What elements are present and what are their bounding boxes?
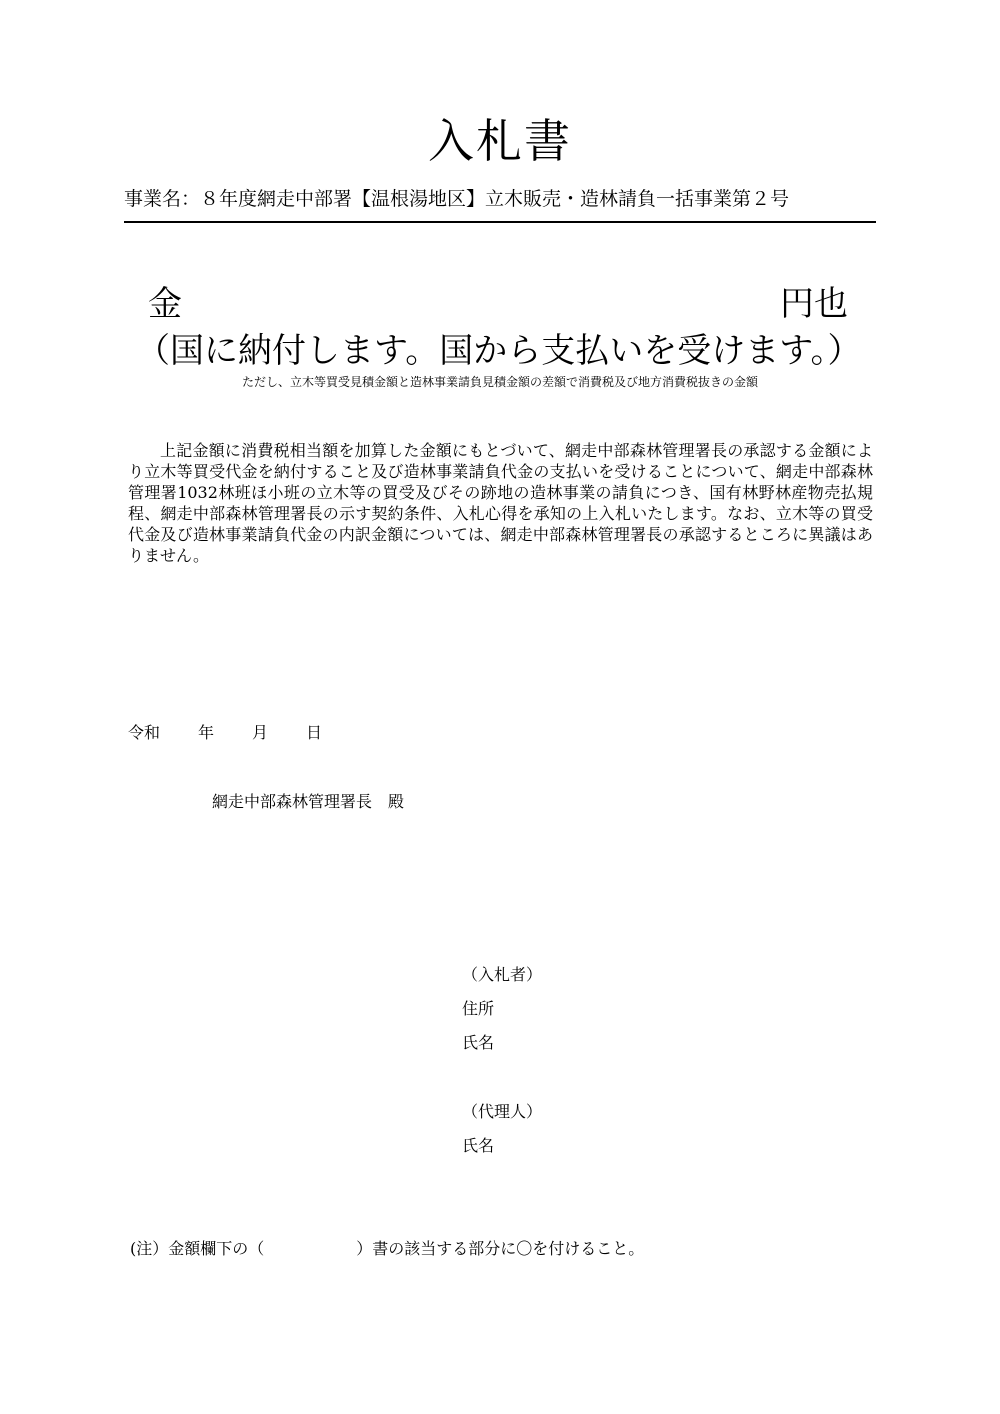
date-line	[128, 720, 322, 743]
amount-note: ただし、立木等買受見積金額と造林事業請負見積金額の差額で消費税及び地方消費税抜きの金額	[241, 375, 758, 389]
footnote	[130, 1236, 644, 1259]
bidder-name-label: 氏名	[462, 1033, 495, 1052]
date-month: 月	[252, 723, 269, 742]
divider	[124, 221, 876, 223]
agent-heading: （代理人）	[462, 1102, 543, 1121]
body-paragraph: 上記金額に消費税相当額を加算した金額にもとづいて、網走中部森林管理署長の承認する金額により立木等買受代金を納付すること及び造林事業請負代金の支払いを受けることについて、網走中部森林管理署1032林班ほ小班の立木等の買受及びその跡地の造林事業の請負につき、国有林野林産物売払規程、網走中部森林管理署長の示す契約条件、入札心得を承知の上入札いたします。なお、立木等の買受代金及び造林事業請負代金の内訳金額については、網走中部森林管理署長の承認するところに異議はありません。	[128, 441, 873, 565]
date-year: 年	[198, 723, 215, 742]
bidder-heading: （入札者）	[462, 965, 543, 984]
addressee: 網走中部森林管理署長 殿	[212, 792, 405, 811]
amount-suffix: 円也	[780, 284, 848, 324]
payment-statement: （国に納付します。国から支払いを受けます。）	[136, 331, 862, 371]
bidder-address-label: 住所	[462, 999, 495, 1018]
agent-name-label: 氏名	[462, 1136, 495, 1155]
footnote-after: ）書の該当する部分に〇を付けること。	[356, 1239, 645, 1258]
date-era: 令和	[128, 723, 161, 742]
project-name: 事業名：８年度網走中部署【温根湯地区】立木販売・造林請負一括事業第２号	[124, 188, 790, 210]
document-title: 入札書	[428, 114, 572, 168]
amount-prefix: 金	[148, 284, 182, 324]
date-day: 日	[306, 723, 323, 742]
footnote-before: (注）金額欄下の（	[130, 1239, 265, 1258]
